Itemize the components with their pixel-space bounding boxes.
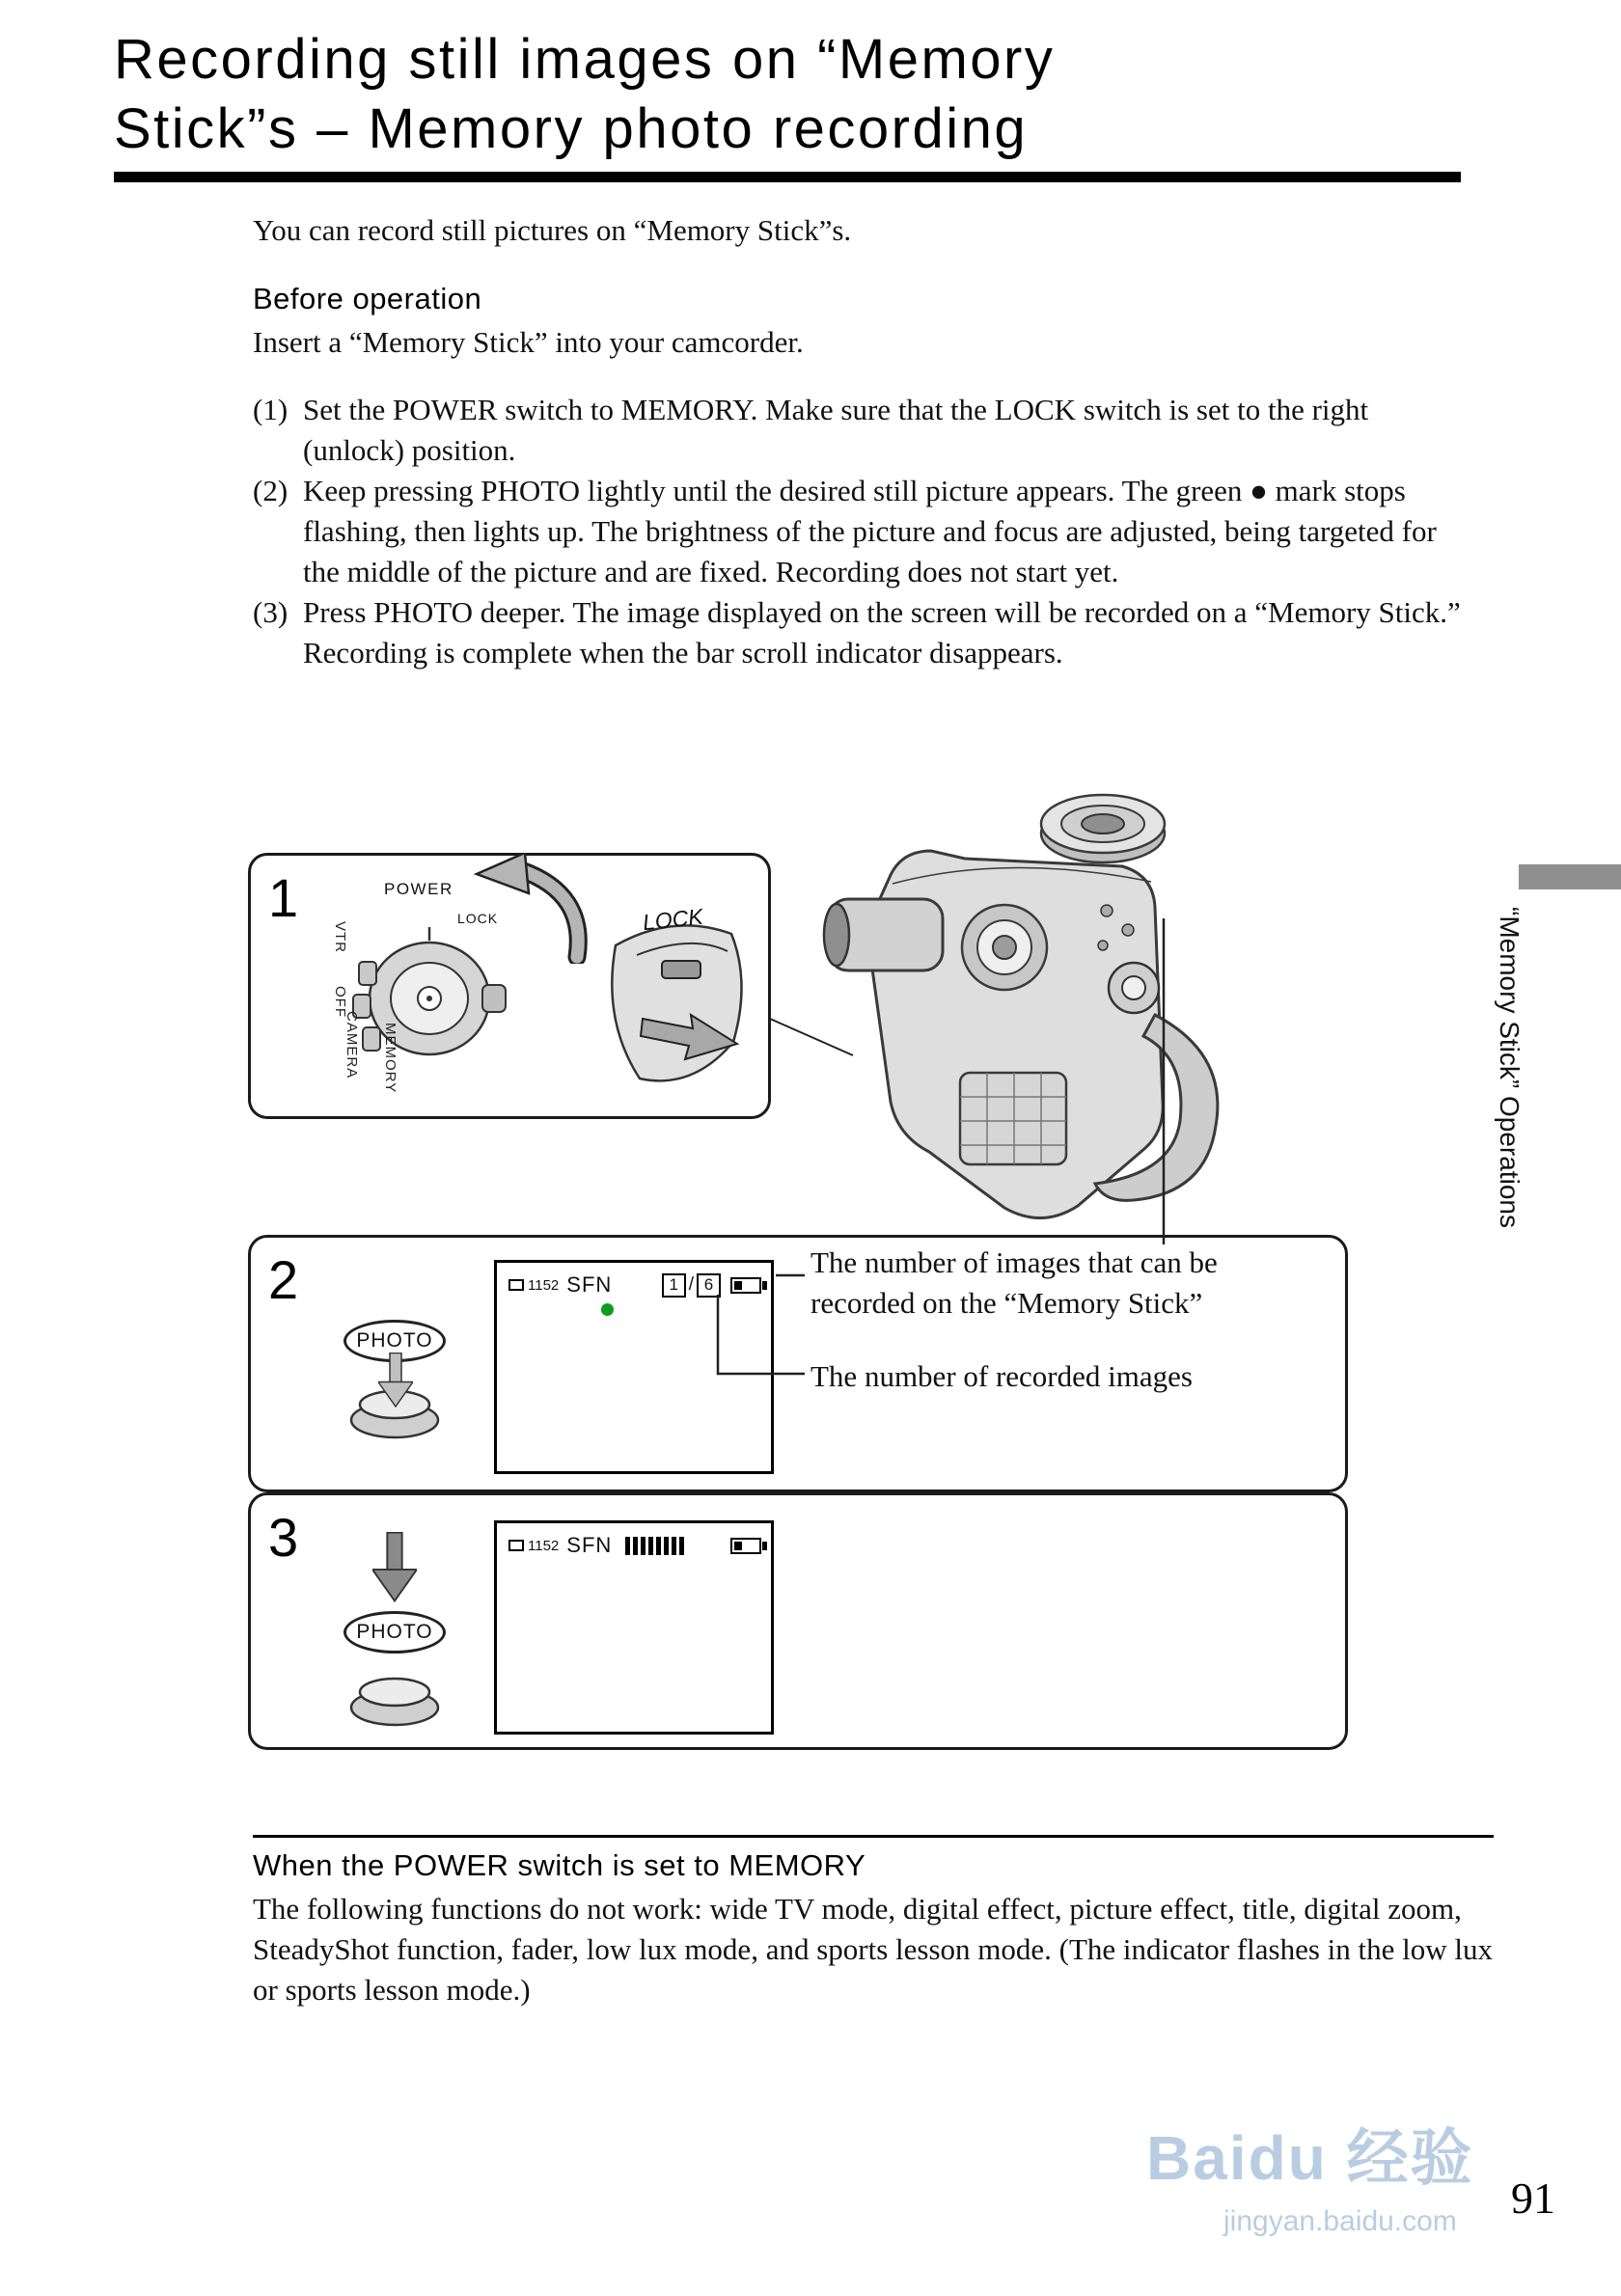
figure-1-number: 1 — [268, 867, 299, 928]
half-press-arrow-icon — [378, 1353, 413, 1408]
section-tab-bar — [1519, 864, 1621, 889]
lcd-status-row — [497, 1523, 771, 1558]
lock-switch-small-label: LOCK — [457, 911, 499, 926]
photo-button: PHOTO — [343, 1611, 446, 1654]
annotation-recorded: The number of recorded images — [810, 1359, 1193, 1393]
quality-mode-indicator: SFN — [566, 1272, 613, 1297]
page-title-line1: Recording still images on “Memory — [114, 28, 1056, 91]
note-heading: When the POWER switch is set to MEMORY — [253, 1848, 866, 1882]
image-size-icon — [508, 1540, 524, 1551]
before-operation-text: Insert a “Memory Stick” into your camcorder. — [253, 325, 804, 359]
battery-icon — [730, 1538, 761, 1554]
capacity-count: 6 — [697, 1273, 721, 1298]
step-number: (2) — [253, 474, 288, 507]
lock-switch-illustration — [587, 905, 760, 1103]
recorded-count: 1 — [662, 1273, 686, 1298]
step-3 — [253, 592, 1507, 673]
step-number: (3) — [253, 595, 288, 629]
note-rule — [253, 1835, 1494, 1838]
bar-scroll-indicator — [625, 1537, 684, 1555]
dial-label-camera: CAMERA — [343, 1011, 360, 1080]
quality-mode-indicator: SFN — [566, 1533, 613, 1557]
dial-label-vtr: VTR — [332, 921, 348, 953]
watermark-logo: Baidu 经验 — [1146, 2123, 1474, 2193]
counter-separator: / — [688, 1274, 694, 1295]
step-text: Press PHOTO deeper. The image displayed on the screen will be recorded on a “Memory Stick.” Recording is complete when the bar scroll indicator disappears. — [303, 595, 1461, 670]
full-press-arrow-icon — [372, 1532, 417, 1603]
sidebar-vertical-label: “Memory Stick” Operations — [1495, 907, 1525, 1228]
page-title-line2: Stick”s – Memory photo recording — [114, 97, 1029, 160]
annotation-capacity-line1: The number of images that can be — [810, 1245, 1218, 1279]
dial-label-memory: MEMORY — [382, 1023, 398, 1094]
title-rule — [114, 172, 1461, 182]
figure-3-number: 3 — [268, 1507, 299, 1568]
step-number: (1) — [253, 393, 288, 426]
lcd-status-row — [497, 1263, 771, 1298]
step-text: Keep pressing PHOTO lightly until the desired still picture appears. The green ● mark stops flashing, then lights up. The brightness of the picture and focus are adjusted, being targeted for the middle of the picture and are fixed. Recording does not start yet. — [303, 474, 1437, 588]
image-size-value: 1152 — [528, 1537, 560, 1554]
note-text: The following functions do not work: wide TV mode, digital effect, picture effect, title, digital zoom, SteadyShot function, fader, low lux mode, and sports lesson mode. (The indicator flashes in the low lux or sports lesson mode.) — [253, 1892, 1494, 2007]
lcd-screen-step2 — [494, 1260, 774, 1474]
step-2 — [253, 471, 1507, 592]
before-operation-heading: Before operation — [253, 282, 482, 315]
photo-button-dome — [347, 1667, 442, 1729]
lock-switch-large-label: LOCK — [641, 903, 704, 936]
image-size-icon — [508, 1279, 524, 1291]
page-title — [114, 25, 1055, 164]
image-counter — [662, 1273, 721, 1298]
curved-arrow-icon — [461, 853, 591, 964]
annotation-capacity — [810, 1243, 1322, 1324]
power-switch-label: POWER — [384, 880, 453, 898]
record-dot — [601, 1303, 614, 1316]
image-size-value: 1152 — [528, 1276, 560, 1294]
photo-button: PHOTO — [343, 1320, 446, 1362]
lcd-screen-step3 — [494, 1520, 774, 1735]
intro-text: You can record still pictures on “Memory Stick”s. — [253, 213, 852, 247]
steps-list — [253, 390, 1507, 673]
page-number: 91 — [1511, 2173, 1555, 2223]
dial-label-off: OFF — [332, 986, 348, 1018]
figure-2-number: 2 — [268, 1249, 299, 1310]
step-1 — [253, 390, 1507, 471]
battery-icon — [730, 1277, 761, 1294]
step-text: Set the POWER switch to MEMORY. Make sure that the LOCK switch is set to the right (unlock) position. — [303, 393, 1369, 467]
watermark-url: jingyan.baidu.com — [1223, 2205, 1457, 2237]
annotation-capacity-line2: recorded on the “Memory Stick” — [810, 1286, 1203, 1320]
camcorder-illustration — [815, 783, 1230, 1232]
